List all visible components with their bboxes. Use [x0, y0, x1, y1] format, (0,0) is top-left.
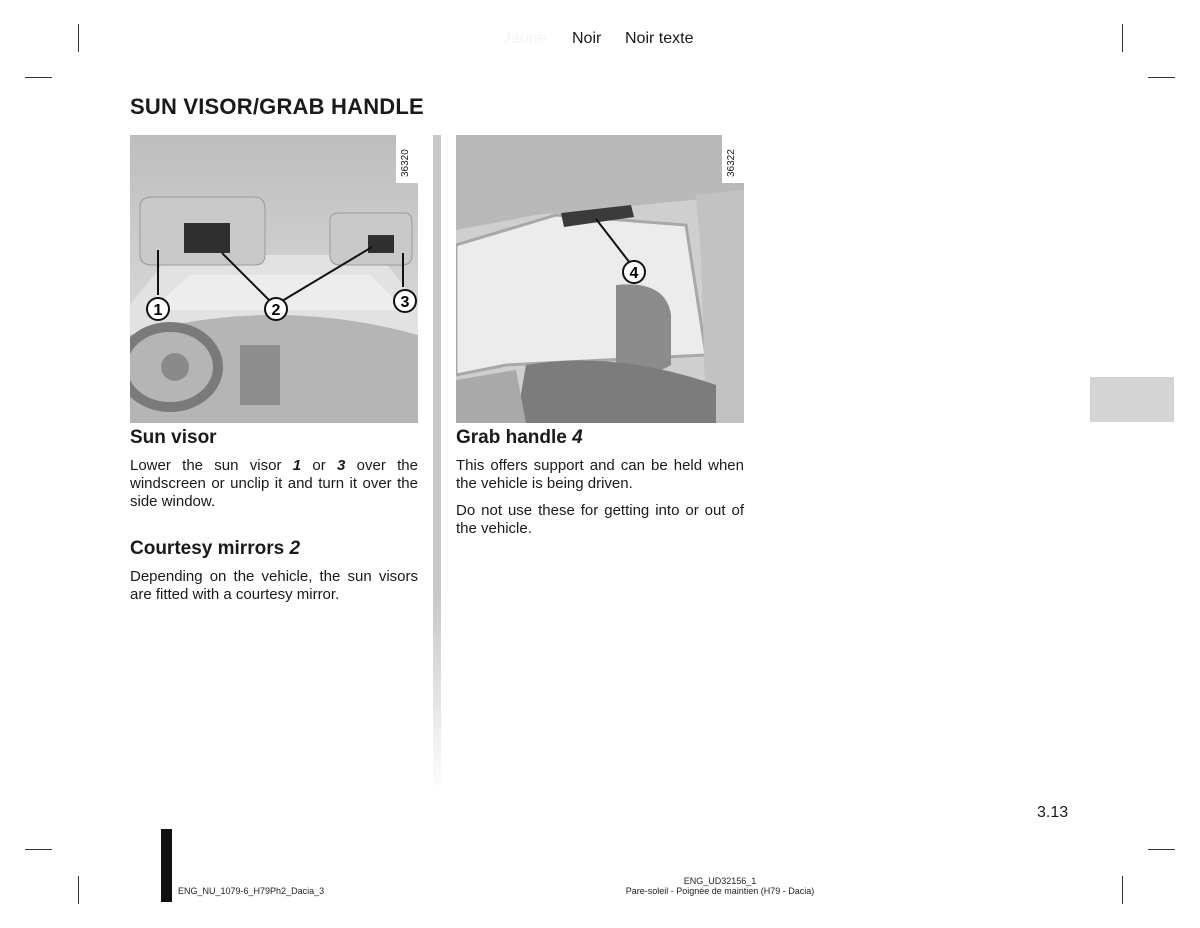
svg-text:4: 4: [629, 265, 639, 282]
crop-mark: [1122, 876, 1123, 904]
grab-handle-heading: Grab handle 4: [456, 427, 583, 448]
callout-2: [265, 298, 287, 320]
callout-3: [394, 290, 416, 312]
sun-visor-illustration: [130, 135, 418, 423]
callout-4: [623, 261, 645, 283]
courtesy-mirrors-heading: Courtesy mirrors 2: [130, 538, 301, 559]
footer-center-title: Pare-soleil - Poignée de maintien (H79 - Dacia): [625, 886, 815, 896]
crop-mark: [78, 876, 79, 904]
callout-1: [147, 298, 169, 320]
page-title: SUN VISOR/GRAB HANDLE: [130, 94, 424, 119]
column-divider: [433, 135, 441, 795]
crop-mark: [1148, 849, 1175, 850]
crop-mark: [1148, 77, 1175, 78]
crop-mark: [25, 849, 52, 850]
grab-handle-body-2: Do not use these for getting into or out of the vehicle.: [456, 502, 744, 537]
figure-ref-number: 36322: [726, 149, 737, 177]
crop-mark: [1122, 24, 1123, 52]
courtesy-mirrors-body: Depending on the vehicle, the sun visors are fitted with a courtesy mirror.: [130, 568, 418, 603]
svg-text:3: 3: [400, 294, 410, 311]
chapter-tab: [1090, 377, 1174, 422]
crop-mark: [78, 24, 79, 52]
sun-visor-heading: Sun visor: [130, 427, 217, 448]
page-number: 3.13: [1037, 804, 1069, 821]
footer-black-bar: [161, 829, 172, 902]
svg-text:2: 2: [271, 302, 281, 319]
footer-center-code: ENG_UD32156_1: [683, 876, 757, 886]
footer-left-code: ENG_NU_1079-6_H79Ph2_Dacia_3: [178, 886, 325, 896]
grab-handle-illustration: [456, 135, 744, 423]
color-label-noir-texte: Noir texte: [625, 30, 694, 47]
sun-visor-body: Lower the sun visor 1 or 3 over the windscreen or unclip it and turn it over the side window.: [130, 457, 418, 510]
color-label-jaune: Jaune: [503, 30, 547, 47]
color-label-noir: Noir: [572, 30, 602, 47]
grab-handle-body-1: This offers support and can be held when the vehicle is being driven.: [456, 457, 744, 492]
svg-text:1: 1: [153, 302, 163, 319]
crop-mark: [25, 77, 52, 78]
figure-ref-number: 36320: [400, 149, 411, 177]
